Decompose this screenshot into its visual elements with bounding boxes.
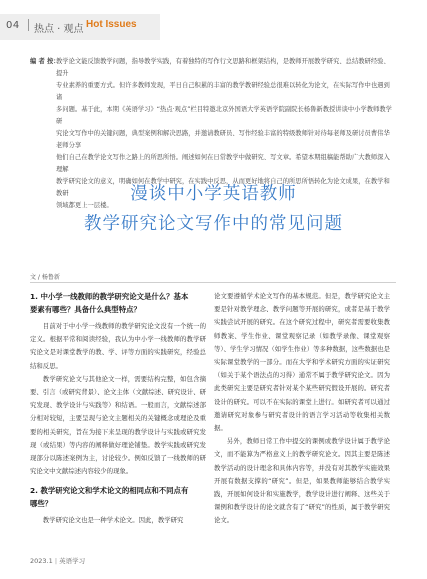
journal-name: 英语学习 <box>59 557 86 565</box>
section-name: 热点 · 观点 <box>34 24 84 35</box>
paragraph: 教学研究论文也是一种学术论文。因此，教学研究 <box>42 516 184 525</box>
issue-number: 2023.1 <box>30 557 53 565</box>
section-heading-1: 1. 中小学一线教师的教学研究论文是什么？基本 要素有哪些？具备什么典型特点？ <box>30 292 189 314</box>
byline-divider <box>30 282 396 283</box>
section-heading-2: 2. 教学研究论文和学术论文的相同点和不同点有 哪些？ <box>30 486 189 509</box>
article-title-line2: 教学研究论文写作中的常见问题 <box>84 214 343 234</box>
paragraph: 论文要遵循学术论文写作的基本规范。但是，教学研究论文主要是针对教学理念、教学问题等开展的研究，或者是基于教学实践尝试开展的研究。在这个研究过程中，研究者需要收集教师教案、学生作业、课堂观察记录（如教学录像、课堂观察等）、学生学习情况（如学生作业）等多种数据，这些数据也是实际课堂教学的一部分。而在大学和学术研究方面的实证研究（如关于某个语法点的习得）通常不属于教学研究论文。因为此类研究主要是研究者针对某个某些研究假设开展的。研究者设计的研究。可以不在实际的课堂上进行。如研究者可以通过邀请研究对象参与研究者设计的语言学习活动等收集相关数据。 <box>214 292 390 433</box>
byline: 文 / 杨鲁新 <box>30 274 60 281</box>
left-column <box>30 290 206 528</box>
editor-note-tag: 编 者 按： <box>30 58 60 65</box>
paragraph: 目前对于中小学一线教师的教学研究论文没有一个统一的定义。根据平常和阅读经验，我认为中小学一线教师的教学研究论文是对课堂教学的教、学、评等方面的实践研究，经验总结和反思。 <box>30 322 206 370</box>
paragraph: 教学研究论文与其他论文一样，需要结构完整，如包含摘要、引言（或研究背景）、论文主体（文献综述、研究设计、研究发现、教学设计与实践等）和结语。一般而言，文献综述部分相对较短，主要呈现与论文主题相关的关键概念或理论及重要的相关研究，旨在为接下来呈现的教学设计与实践或研究发现（或结果）等内容的阐释做好理论铺垫。教学实践或研究发现部分以陈述案例为主，讨论较少。例如反馈了一线教师的研究论文中文献综述内容较少的现象。 <box>30 374 206 476</box>
article-title-line1: 漫谈中小学英语教师 <box>130 184 297 204</box>
paragraph: 另外，教师日常工作中提交的课例或教学设计属于教学论文，而不能算为严格意义上的教学研究论文。因其主要是陈述教学活动的设计理念和具体内容等，并没有对其教学实施效果开展有数据支撑的“研究”。但是，如果教师能够结合教学实践，开展如何设计和实施教学，教学设计进行阐释、这些关于课例和教学设计的论文就含有了“研究”的性质，属于教学研究论文。 <box>214 437 390 525</box>
section-label: Hot Issues <box>86 19 137 30</box>
page-footer: 2023.1 | 英语学习 <box>30 557 86 565</box>
right-column <box>214 290 390 528</box>
header-divider <box>28 19 29 31</box>
editor-note-text: 教学论文能反馈教学问题，指导教学实践，有着独特的写作行文思路和框架结构，是教师开展教学研究、总结教研经验、提升 专业素养的重要方式。但许多教师发现，平日自己积累的丰富的教学教研经验总很难以转化为论文，在实际写作中也遇到诸 多问题。基于此，本期《英语学习》“热点·观点”栏目特邀北京外国语大学英语学院副院长杨鲁新教授讲谈中小学教师教学研 究论文写作中的关键问题，典型案例和解决思路，并邀请教研员、写作经验丰富的特级教师针对待每老师及研讨员曹伟华老师分享 他们自己在教学论文写作之路上的所思所悟。阐述如何在日常教学中做研究、写文章。希望本期组稿能帮助广大教师深入理解 教学研究论文的意义，明确如何在教学中研究，在实践中反思，从而更好地将自己的所思所悟转化为论文成果，在教学和教研 领域都更上一层楼。 <box>56 58 392 209</box>
page-header <box>0 0 427 44</box>
page-number: 04 <box>6 20 20 31</box>
